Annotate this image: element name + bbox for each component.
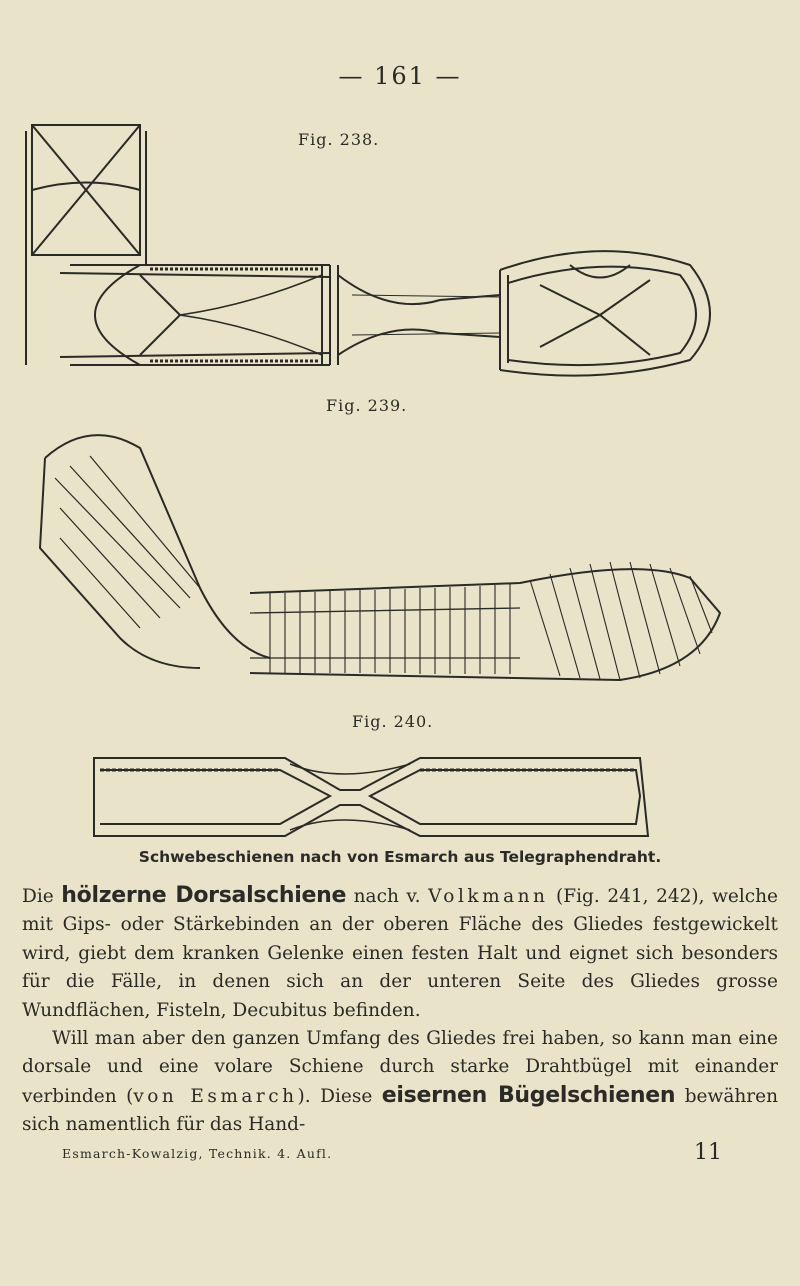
paragraph-1 <box>22 882 778 1025</box>
figure-240-illustration <box>0 750 800 850</box>
figure-239-label: Fig. 239. <box>326 396 408 415</box>
paragraph-2-author: von Esmarch <box>133 1085 298 1107</box>
paragraph-2 <box>22 1025 778 1140</box>
figure-238-illustration <box>0 115 800 385</box>
sheet-signature: 11 <box>694 1140 722 1165</box>
paragraph-2-text-a: Will man aber den ganzen Umfang des Gliedes frei haben, so kann man eine dorsale und eine volare Schiene durch starke Drahtbügel mit einander verbinden ( <box>22 1028 778 1107</box>
paragraph-2-emphasis: eisernen Bügelschienen <box>381 1082 676 1108</box>
page-number: — 161 — <box>338 62 462 90</box>
footer-reference: Esmarch-Kowalzig, Technik. 4. Aufl. <box>62 1146 333 1161</box>
paragraph-1-author: Volkmann <box>428 886 549 907</box>
paragraph-1-text-c: (Fig. 241, 242), welche mit Gips- oder Stärkebinden an der oberen Fläche des Gliedes festgewickelt wird, giebt dem kranken Gelenke einen festen Halt und eignet sich besonders für die Fälle, in denen sich an der unteren Seite des Gliedes grosse Wundflächen, Fisteln, Decubitus befinden. <box>22 886 778 1021</box>
figure-239-illustration <box>0 418 800 693</box>
paragraph-2-text-b: ). Diese <box>297 1085 382 1107</box>
paragraph-1-text-a: Die <box>22 886 62 907</box>
figure-caption: Schwebeschienen nach von Esmarch aus Telegraphendraht. <box>138 848 662 866</box>
body-text <box>22 882 778 1140</box>
figure-240-label: Fig. 240. <box>352 712 434 731</box>
figure-238-label: Fig. 238. <box>298 130 380 149</box>
paragraph-2-text-c: bewähren sich namentlich für das Hand- <box>22 1085 778 1136</box>
paragraph-1-text-b: nach v. <box>346 886 429 907</box>
paragraph-1-emphasis: hölzerne Dorsalschiene <box>61 883 347 908</box>
